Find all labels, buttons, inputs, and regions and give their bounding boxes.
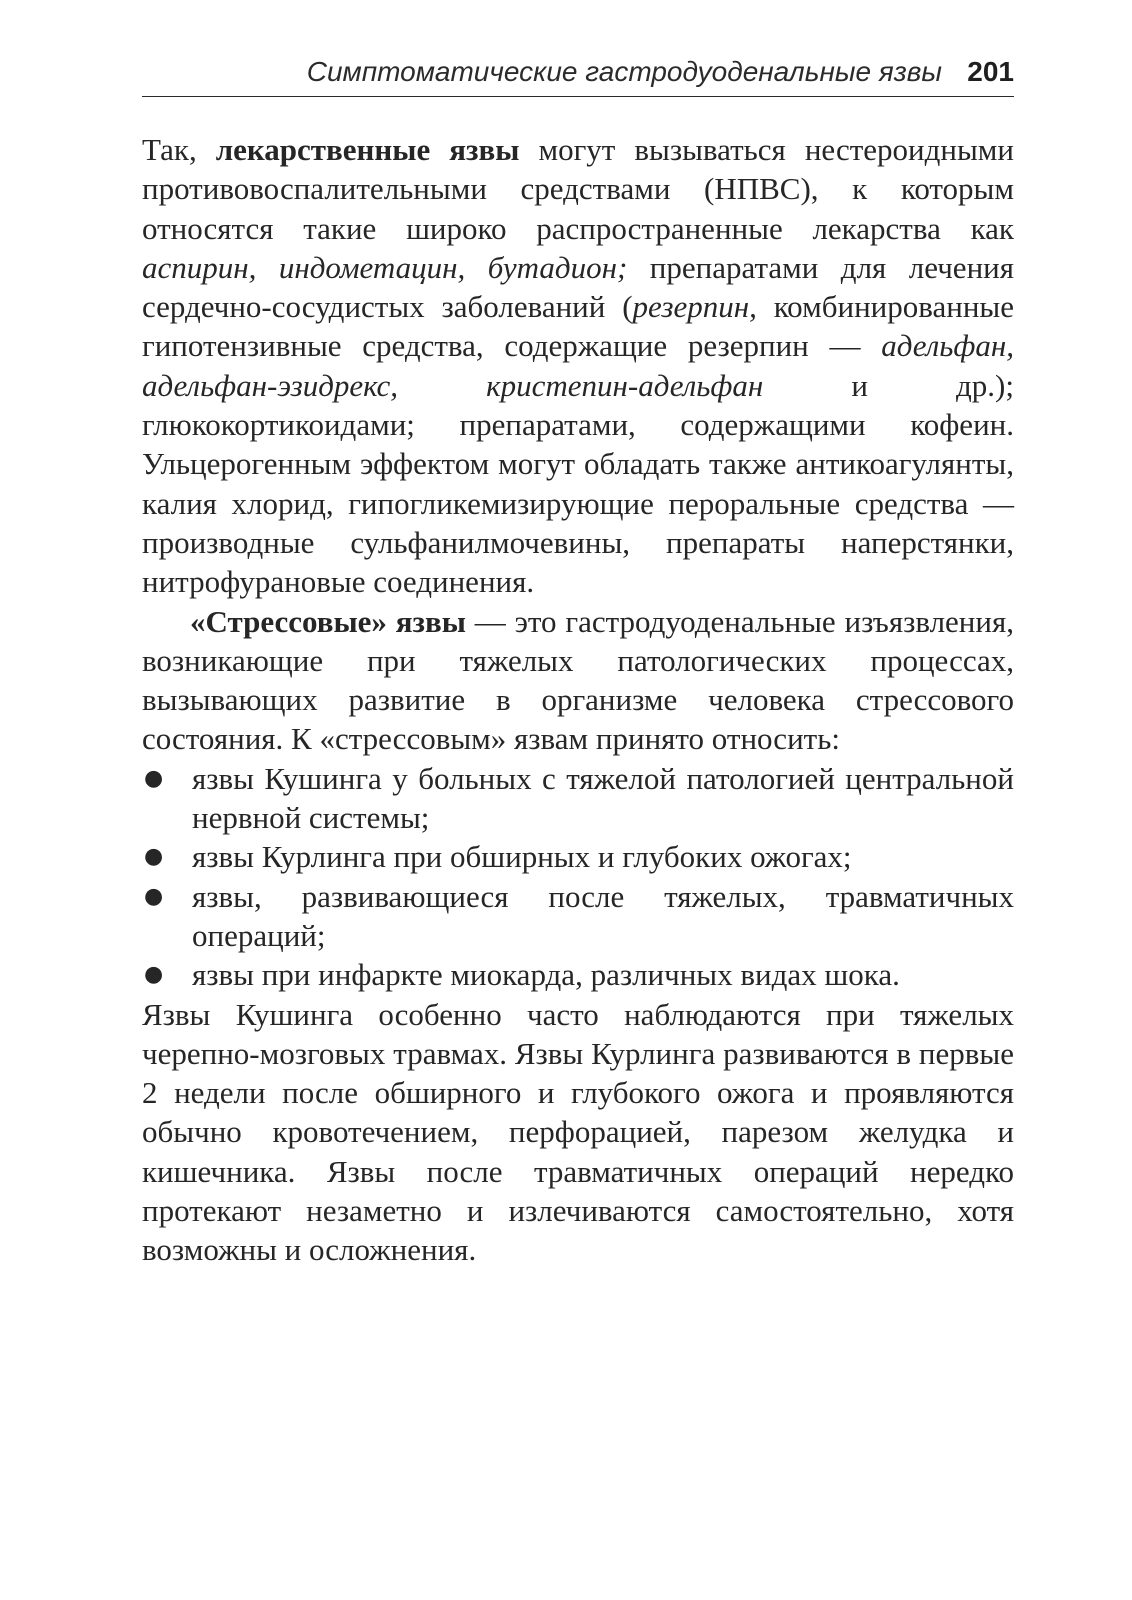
list-item-text: язвы Кушинга у больных с тяжелой патологией центральной нервной системы; (192, 760, 1014, 836)
page-number: 201 (967, 56, 1014, 87)
paragraph-text: Так, (142, 132, 216, 167)
paragraph-text: — это гастродуоденальные изъязвления, возникающие при тяжелых патологических процессах, вызывающих развитие в организме человека стрессового состояния. К «стрессовым» язвам принято относить: (142, 603, 1014, 757)
term-stress-ulcers: «Стрессовые» язвы (190, 603, 466, 639)
bullet-icon: ● (144, 962, 164, 988)
running-header (142, 52, 1014, 97)
bullet-icon: ● (144, 883, 164, 909)
drug-names: аспирин, индометацин, бутадион; (142, 249, 628, 285)
paragraph-text: препаратами для лечения сердечно-сосудистых заболеваний ( (142, 249, 1015, 325)
paragraph-stress-ulcers (142, 602, 1014, 759)
paragraph-ulcer-details (142, 995, 1014, 1270)
list-item-text: язвы Курлинга при обширных и глубоких ожогах; (192, 839, 852, 875)
drug-names: адельфан, адельфан-эзидрекс, кристепин-адельфан (142, 328, 1014, 403)
list-item (142, 955, 1014, 994)
drug-names: резерпин, (632, 289, 757, 325)
list-item-text: язвы при инфаркте миокарда, различных видах шока. (192, 957, 900, 993)
list-item (142, 837, 1014, 876)
bullet-icon: ● (144, 765, 164, 791)
body-text (142, 130, 1014, 1270)
paragraph-drug-ulcers (142, 130, 1014, 602)
bullet-icon: ● (144, 844, 164, 870)
paragraph-text: и др.); глюкокортикоидами; препаратами, содержащими кофеин. Ульцерогенным эффектом могут обладать также антикоагулянты, калия хлорид, гипогликемизирующие пероральные средства — производные сульфанилмочевины, препараты наперстянки, нитрофурановые соединения. (142, 367, 1014, 600)
paragraph-text: Язвы Кушинга особенно часто наблюдаются при тяжелых черепно-мозговых травмах. Язвы Курлинга развиваются в первые 2 недели после обширного и глубокого ожога и проявляются обычно кровотечением, перфорацией, парезом желудка и кишечника. Язвы после травматичных операций нередко протекают незаметно и излечиваются самостоятельно, хотя возможны и осложнения. (142, 996, 1014, 1268)
running-title: Симптоматические гастродуоденальные язвы (306, 56, 942, 87)
term-drug-ulcers: лекарственные язвы (215, 132, 520, 167)
paragraph-text: могут вызываться нестероидными противовоспалительными средствами (НПВС), к которым относятся такие широко распространенные лекарства как (142, 132, 1015, 246)
list-item (142, 759, 1014, 838)
paragraph-text: комбинированные гипотензивные средства, содержащие резерпин — (142, 289, 1014, 364)
stress-ulcer-list (142, 759, 1014, 995)
list-item (142, 877, 1014, 956)
list-item-text: язвы, развивающиеся после тяжелых, травматичных операций; (192, 878, 1014, 953)
